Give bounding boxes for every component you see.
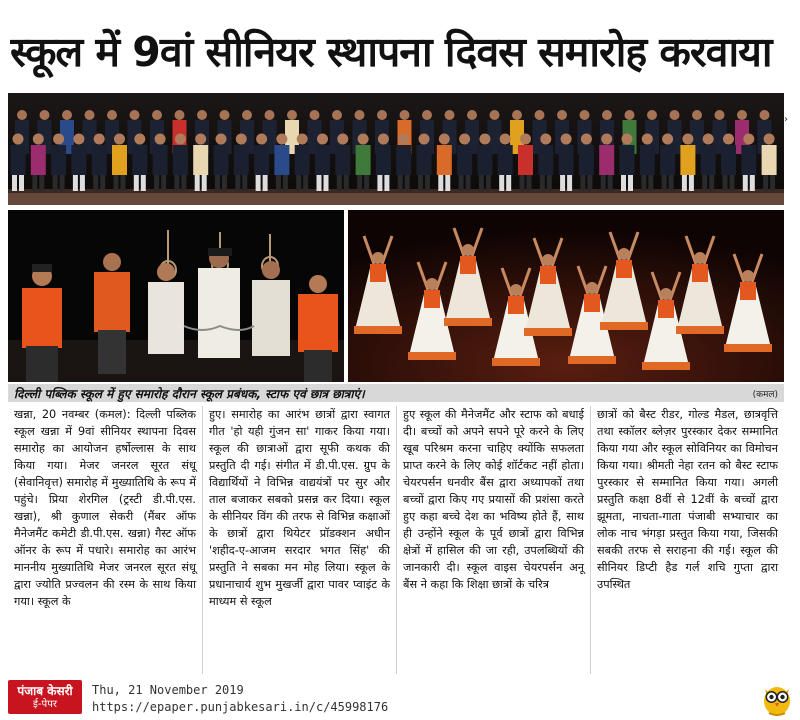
dance-performance-photo <box>348 210 784 382</box>
article-column-2: हुए। समारोह का आरंभ छात्रों द्वारा स्वागत गीत 'हो यही गुंजन सा' गाकर किया गया। स्कूल की छात्राओं द्वारा सूफी कथक की प्रस्तुति दी गई। संगीत में डी.पी.एस. ग्रुप के विद्यार्थियों ने विभिन्न वाद्ययंत्रों पर सुर और ताल बजाकर सबको प्रसन्न कर दिया। स्कूल के सीनियर विंग की तरफ से विभिन्न कक्षाओं के छात्रों द्वारा थियेटर प्रॉडक्शन अधीन 'शहीद-ए-आजम सरदार भगत सिंह' की प्रस्तुति ने सबका मन मोह लिया। स्कूल के प्रधानाचार्य शुभ मुखर्जी द्वारा पावर प्वाइंट के माध्यम से स्कूल <box>202 406 396 674</box>
article-column-4: छात्रों को बैस्ट रीडर, गोल्ड मैडल, छात्रवृत्ति तथा स्कॉलर ब्लेज़र पुरस्कार देकर सम्मानित किया गया और स्कूल सोविनियर का विमोचन किया गया। श्रीमती नेहा रतन को बैस्ट स्टाफ पुरस्कार से सम्मानित किया गया। अगली प्रस्तुति कक्षा 8वीं से 12वीं के बच्चों द्वारा झूमता, नाचता-गाता पंजाबी सभ्याचार का लोक नाच भंगड़ा प्रस्तुत किया गया, जिसकी सबकी तरफ से सराहना की गई। स्कूल की सीनियर डिप्टी हैड गर्ल शचि गुप्ता द्वारा उपस्थित <box>590 406 784 674</box>
brand-sub: ई-पेपर <box>33 698 57 710</box>
publish-date: Thu, 21 November 2019 <box>92 683 244 697</box>
photo-caption <box>8 384 784 402</box>
stage-play-graphic <box>8 210 344 382</box>
headline: स्कूल में 9वां सीनियर स्थापना दिवस समारोह करवाया <box>10 28 772 76</box>
article-column-1: खन्ना, 20 नवम्बर (कमल): दिल्ली पब्लिक स्कूल खन्ना में 9वां सीनियर स्थापना दिवस समारोह का आयोजन हर्षोल्लास के साथ किया गया। मेजर जनरल सूरत संधू (सेवानिवृत्त) समारोह में मुख्यातिथि के रूप में पहुंचे। प्रिया शेरगिल (ट्रस्टी डी.पी.एस. खन्ना), श्री कुणाल सेकरी (मैंबर ऑफ मैनेजमैंट कमेटी डी.पी.एस. खन्ना) गैस्ट ऑफ ऑनर के रूप में पधारे। समारोह का आरंभ माननीय मुख्यातिथि मेजर जनरल सूरत संधू द्वारा ज्योति प्रज्वलन की रस्म के साथ किया गया। स्कूल के <box>14 408 196 608</box>
article-column-3: हुए स्कूल की मैनेजमैंट और स्टाफ को बधाई दी। बच्चों को अपने सपने पूरे करने के लिए खूब परिश्रम करना चाहिए क्योंकि सफलता प्राप्त करने के लिए कोई शॉर्टकट नहीं होता। चेयरपर्सन धनवीर बैंस द्वारा अध्यापकों तथा बच्चों द्वारा किए गए प्रयासों की प्रशंसा करते हुए कहा बच्चे देश का भविष्य होते हैं, साथ ही उन्होंने स्कूल के पूर्व छात्रों द्वारा विभिन्न क्षेत्रों में हासिल की जा रही, उपलब्धियों की जानकारी दी। स्कूल वाइस चेयरपर्सन अनू बैंस ने कहा कि शिक्षा छात्रों के चरित्र <box>396 406 590 674</box>
dance-performance-graphic <box>348 210 784 382</box>
brand-name: पंजाब केसरी <box>17 683 73 698</box>
group-photo-graphic <box>8 93 784 205</box>
article-body <box>8 406 784 674</box>
brand-logo[interactable] <box>8 680 82 714</box>
stage-play-photo <box>8 210 344 382</box>
caption-text: दिल्ली पब्लिक स्कूल में हुए समारोह दौरान स्कूल प्रबंधक, स्टाफ एवं छात्र छात्राएं। <box>14 386 365 401</box>
chevron-right-icon[interactable]: › <box>784 114 788 125</box>
owl-icon[interactable] <box>760 680 794 716</box>
group-photo <box>8 93 784 205</box>
caption-credit: (कमल) <box>752 389 778 400</box>
epaper-url[interactable]: https://epaper.punjabkesari.in/c/45998176 <box>92 700 389 714</box>
